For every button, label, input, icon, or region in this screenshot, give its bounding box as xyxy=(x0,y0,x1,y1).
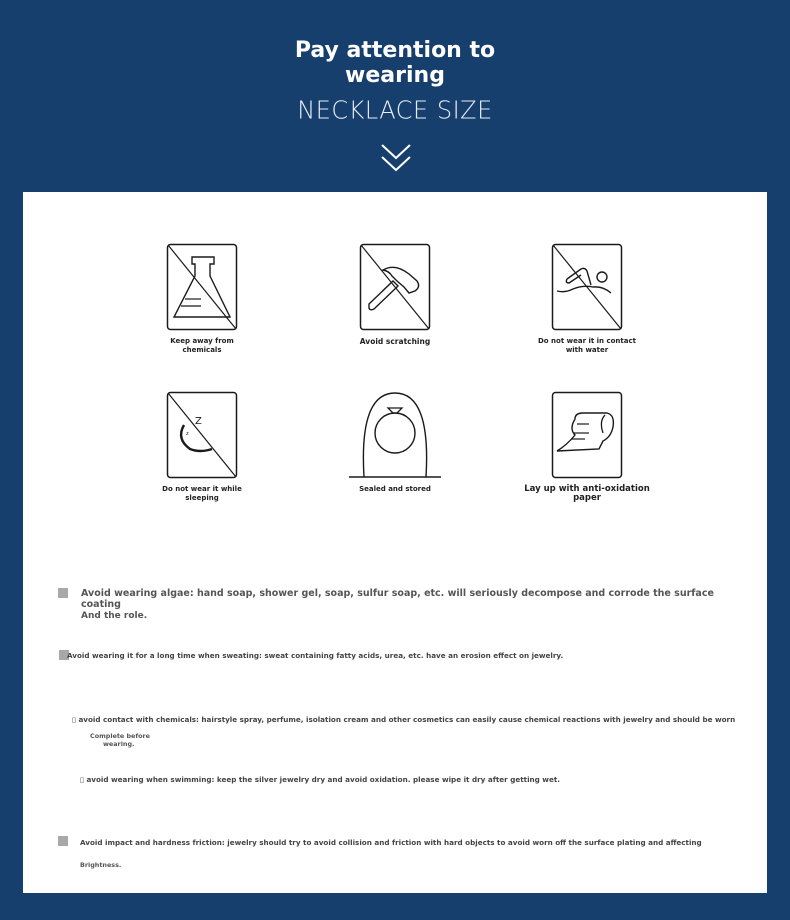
care-label: Avoid scratching xyxy=(359,337,431,346)
care-item-sleeping xyxy=(122,391,282,503)
care-note-continuation: Complete before wearing. xyxy=(90,732,151,748)
no-chemicals-icon xyxy=(166,243,238,331)
care-label: Sealed and stored xyxy=(359,485,431,493)
sealed-storage-icon xyxy=(349,391,441,479)
care-note: ▯ avoid contact with chemicals: hairstyle spray, perfume, isolation cream and other cosmetics can easily cause chemical reactions with jewelry and should be worn xyxy=(72,715,736,724)
page-title xyxy=(0,38,790,88)
care-note-continuation: Brightness. xyxy=(80,861,122,869)
care-instructions-panel xyxy=(23,192,767,893)
svg-text:z: z xyxy=(186,431,189,437)
care-item-water xyxy=(507,243,667,355)
bullet-icon xyxy=(58,588,68,598)
care-item-chemicals xyxy=(122,243,282,355)
anti-oxidation-paper-icon xyxy=(551,391,623,479)
care-label: Lay up with anti-oxidation paper xyxy=(524,484,650,503)
care-label: Keep away from chemicals xyxy=(170,337,234,354)
care-item-sealed xyxy=(315,391,475,494)
care-note: Avoid wearing it for a long time when sweating: sweat containing fatty acids, urea, etc. have an erosion effect on jewelry. xyxy=(67,651,564,660)
no-sleeping-icon xyxy=(166,391,238,479)
care-note: ▯ avoid wearing when swimming: keep the silver jewelry dry and avoid oxidation. please wipe it dry after getting wet. xyxy=(80,775,560,784)
title-line-1: Pay attention to xyxy=(294,38,496,63)
title-line-2: wearing xyxy=(345,63,445,88)
care-label: Do not wear it in contact with water xyxy=(538,337,636,354)
care-note: Avoid impact and hardness friction: jewelry should try to avoid collision and friction with hard objects to avoid worn off the surface plating and affecting xyxy=(80,838,702,847)
svg-text:Z: Z xyxy=(195,416,202,427)
care-item-anti-oxidation xyxy=(507,391,667,503)
no-scratching-icon xyxy=(359,243,431,331)
care-label: Do not wear it while sleeping xyxy=(162,485,242,502)
header xyxy=(0,0,790,192)
care-note: Avoid wearing algae: hand soap, shower gel, soap, sulfur soap, etc. will seriously decompose and corrode the surface coating xyxy=(81,588,714,610)
care-item-scratching xyxy=(315,243,475,346)
page-subtitle: NECKLACE SIZE xyxy=(297,95,493,125)
care-note-continuation: And the role. xyxy=(81,611,148,621)
double-chevron-down-icon xyxy=(380,142,412,174)
bullet-icon xyxy=(58,836,68,846)
no-water-icon xyxy=(551,243,623,331)
